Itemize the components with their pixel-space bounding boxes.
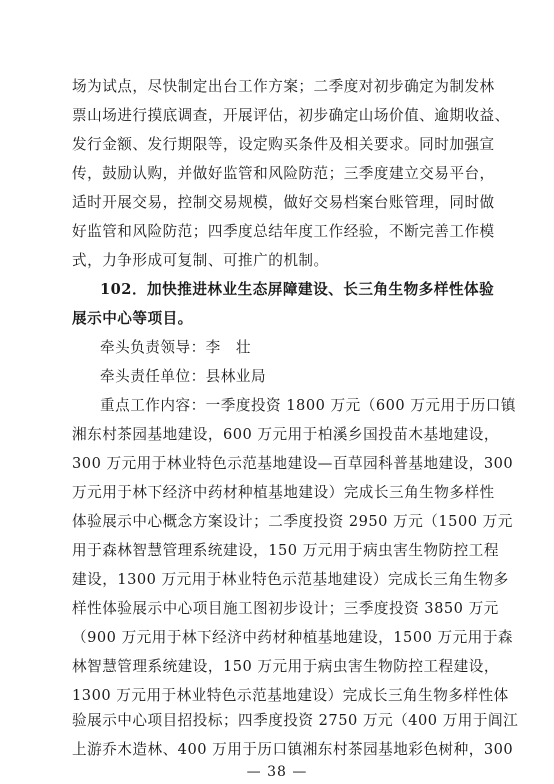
section-heading-continued: 展示中心等项目。: [72, 310, 193, 327]
text-line: 票山场进行摸底调查，开展评估，初步确定山场价值、逾期收益、: [72, 107, 510, 124]
lead-unit: 牵头责任单位：县林业局: [100, 368, 267, 385]
work-content-line: （900 万元用于林下经济中药材种植基地建设，1500 万元用于森: [72, 629, 514, 646]
work-content-line: 验展示中心项目招投标；四季度投资 2750 万元（400 万用于阊江: [72, 712, 519, 729]
work-content-line: 重点工作内容：一季度投资 1800 万元（600 万元用于历口镇: [100, 397, 516, 414]
work-content-line: 样性体验展示中心项目施工图初步设计；三季度投资 3850 万元: [72, 600, 499, 617]
section-heading: 102．加快推进林业生态屏障建设、长三角生物多样性体验: [100, 281, 495, 298]
work-content-line: 1300 万元用于林业特色示范基地建设）完成长三角生物多样性体: [72, 687, 509, 704]
text-line: 发行金额、发行期限等，设定购买条件及相关要求。同时加强宣: [72, 136, 495, 153]
text-line: 适时开展交易，控制交易规模，做好交易档案台账管理，同时做: [72, 194, 495, 211]
work-content-line: 湘东村茶园基地建设，600 万元用于柏溪乡国投苗木基地建设，: [72, 426, 499, 443]
work-content-line: 上游乔木造林、400 万用于历口镇湘东村茶园基地彩色树种，300: [72, 741, 514, 758]
text-line: 场为试点，尽快制定出台工作方案；二季度对初步确定为制发林: [72, 78, 495, 95]
work-content-line: 300 万元用于林业特色示范基地建设—百草园科普基地建设，300: [72, 455, 514, 472]
page-number: — 38 —: [246, 764, 308, 780]
work-content-line: 万元用于林下经济中药材种植基地建设）完成长三角生物多样性: [72, 484, 495, 501]
work-content-line: 体验展示中心概念方案设计；二季度投资 2950 万元（1500 万元: [72, 513, 513, 530]
text-line: 好监管和风险防范；四季度总结年度工作经验，不断完善工作模: [72, 223, 495, 240]
text-line: 式，力争形成可复制、可推广的机制。: [72, 252, 329, 269]
text-line: 传，鼓励认购，并做好监管和风险防范；三季度建立交易平台，: [72, 165, 495, 182]
work-content-line: 林智慧管理系统建设，150 万元用于病虫害生物防控工程建设，: [72, 658, 499, 675]
work-content-line: 建设，1300 万元用于林业特色示范基地建设）完成长三角生物多: [72, 571, 509, 588]
lead-leader: 牵头负责领导：李 壮: [100, 339, 251, 356]
work-content-line: 用于森林智慧管理系统建设，150 万元用于病虫害生物防控工程: [72, 542, 499, 559]
